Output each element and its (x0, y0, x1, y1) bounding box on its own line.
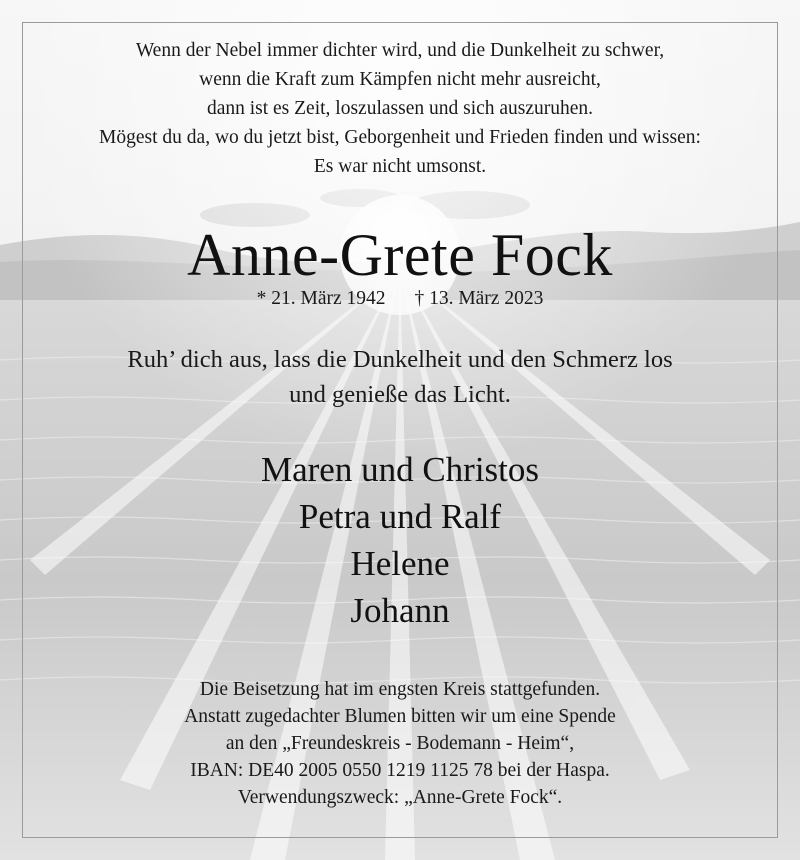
funeral-info (0, 676, 800, 811)
mourners-list (0, 446, 800, 634)
poem-line: dann ist es Zeit, loszulassen und sich auszuruhen. (206, 98, 594, 119)
birth-date: * 21. März 1942 (256, 288, 386, 309)
deceased-name: Anne-Grete Fock (187, 222, 613, 288)
poem-line: wenn die Kraft zum Kämpfen nicht mehr ausreicht, (199, 69, 601, 90)
mourner-name: Helene (350, 544, 450, 583)
info-line: Die Beisetzung hat im engsten Kreis stattgefunden. (199, 679, 601, 700)
life-dates (0, 286, 800, 312)
mourner-name: Maren und Christos (260, 450, 540, 489)
death-date: † 13. März 2023 (414, 288, 544, 309)
poem-line: Mögest du da, wo du jetzt bist, Geborgenheit und Frieden finden und wissen: (99, 127, 701, 148)
poem (0, 36, 800, 181)
mourner-name: Johann (350, 591, 450, 630)
mourner-name: Petra und Ralf (298, 497, 502, 536)
quote-line: Ruh’ dich aus, lass die Dunkelheit und den Schmerz los (127, 346, 673, 373)
info-line: IBAN: DE40 2005 0550 1219 1125 78 bei der Haspa. (190, 760, 610, 781)
info-line: Anstatt zugedachter Blumen bitten wir um eine Spende (184, 706, 616, 727)
poem-line: Wenn der Nebel immer dichter wird, und die Dunkelheit zu schwer, (135, 40, 665, 61)
quote-line: und genieße das Licht. (289, 381, 511, 408)
quote (0, 342, 800, 412)
poem-line: Es war nicht umsonst. (313, 156, 487, 177)
info-line: an den „Freundeskreis - Bodemann - Heim“, (225, 733, 575, 754)
info-line: Verwendungszweck: „Anne-Grete Fock“. (237, 787, 563, 808)
